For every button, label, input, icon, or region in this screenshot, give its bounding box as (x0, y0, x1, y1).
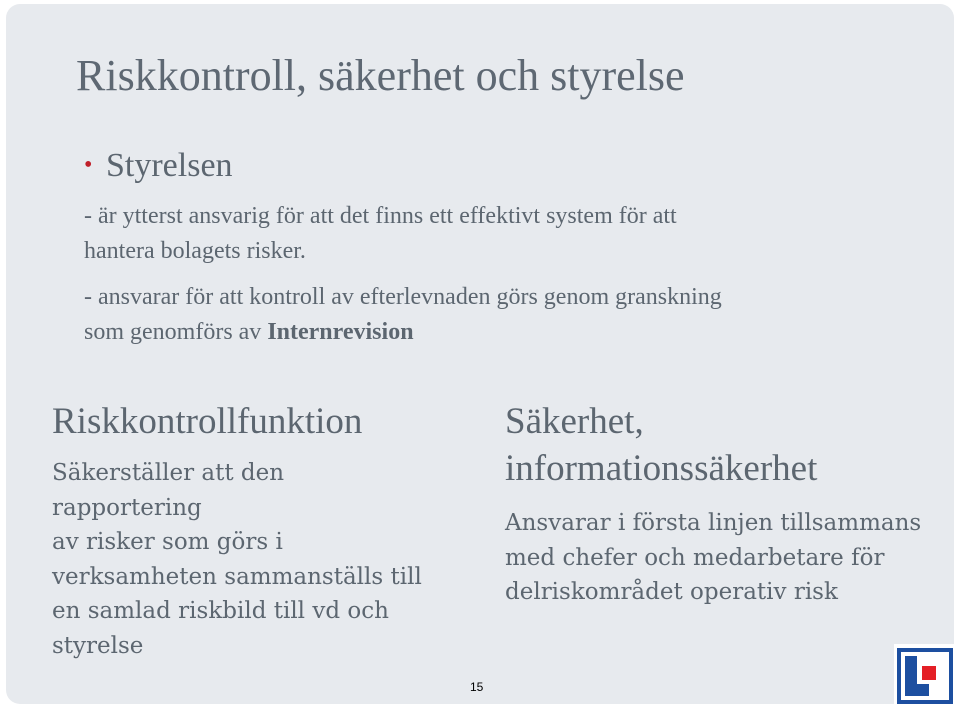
body-line: en samlad riskbild till vd och (52, 598, 389, 624)
paragraph-line: - ansvarar för att kontroll av efterlevnaden görs genom granskning (84, 284, 722, 310)
bullet-dot-icon: • (84, 152, 93, 178)
body-line: styrelse (52, 632, 144, 659)
left-column-body (52, 456, 432, 663)
internrevision-bold-text: Internrevision (267, 319, 414, 345)
paragraph-review (84, 280, 844, 350)
paragraph-responsibility (84, 199, 844, 269)
page-number: 15 (470, 680, 484, 694)
heading-line: informationssäkerhet (505, 448, 818, 489)
paragraph-line: - är ytterst ansvarig för att det finns ett effektivt system för att (84, 203, 677, 229)
body-line: delriskområdet operativ risk (505, 579, 838, 605)
bullet-item-styrelsen (84, 143, 233, 188)
body-line: av risker som görs i (52, 529, 283, 555)
body-line: med chefer och medarbetare för (505, 544, 885, 571)
logo-icon (894, 644, 956, 708)
right-column-heading (505, 398, 935, 492)
paragraph-text: som genomförs av (84, 319, 268, 345)
paragraph-line-with-bold (84, 315, 844, 350)
left-column-heading: Riskkontrollfunktion (52, 401, 363, 442)
slide-title: Riskkontroll, säkerhet och styrelse (76, 51, 685, 100)
body-line: Ansvarar i första linjen tillsammans (505, 510, 922, 536)
body-line: verksamheten sammanställs till (52, 563, 422, 590)
paragraph-line: hantera bolagets risker. (84, 238, 306, 264)
right-column-body (505, 506, 925, 610)
bullet-text: Styrelsen (106, 147, 233, 184)
company-logo (894, 644, 956, 708)
heading-line: Säkerhet, (505, 401, 644, 442)
body-line: Säkerställer att den rapportering (52, 460, 285, 521)
